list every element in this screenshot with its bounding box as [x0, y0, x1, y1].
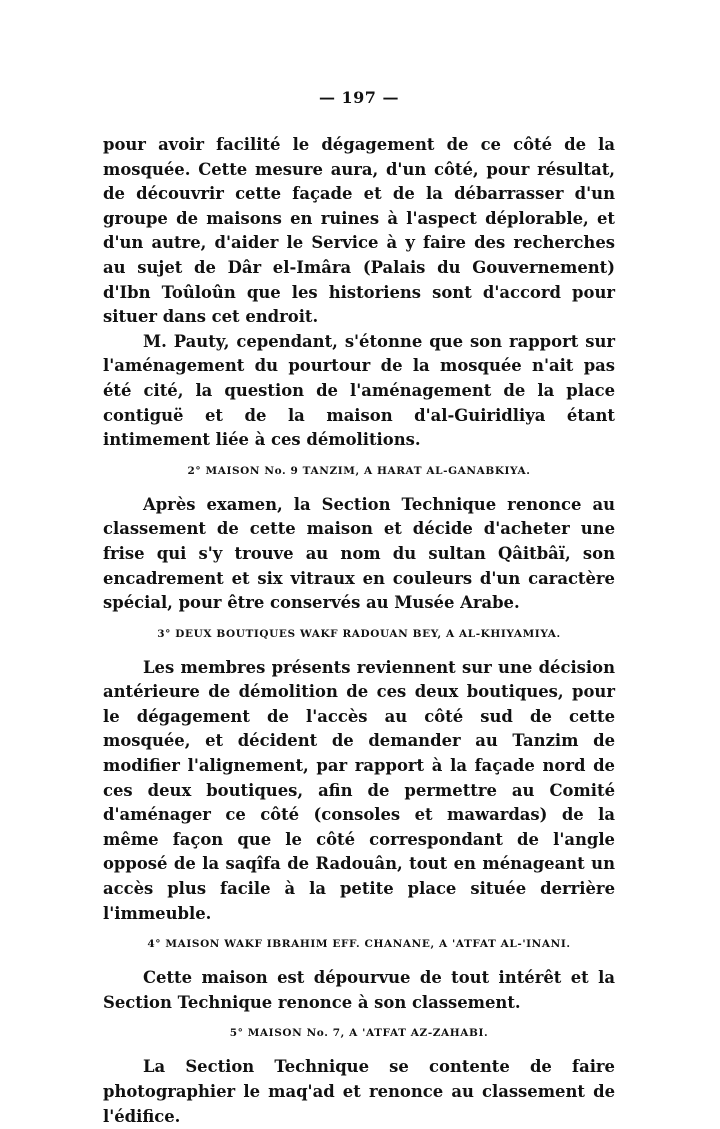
section-heading-3: 3° DEUX BOUTIQUES WAKF RADOUAN BEY, A AL-KHIYAMIYA. [157, 627, 561, 640]
paragraph-section-3: Les membres présents reviennent sur une décision antérieure de démolition de ces deux boutiques, pour le dégagement de l'accès au côté sud de cette mosquée, et décident de demander au Tanzim de modifier l'alignement, par rapport à la façade nord de ces deux boutiques, afin de permettre au Comité d'aménager ce côté (consoles et mawardas) de la même façon que le côté correspondant de l'angle opposé de la saqîfa de Radouân, tout en ménageant un accès plus facile à la petite place située derrière l'immeuble. [103, 657, 615, 923]
paragraph-continuation: pour avoir facilité le dégagement de ce côté de la mosquée. Cette mesure aura, d'un côté, pour résultat, de découvrir cette façade et de la débarrasser d'un groupe de maisons en ruines à l'aspect déplorable, et d'un autre, d'aider le Service à y faire des recherches au sujet de Dâr el-Imâra (Palais du Gouvernement) d'Ibn Toûloûn que les historiens sont d'accord pour situer dans cet endroit. [103, 135, 615, 327]
paragraph-pauty-remark: M. Pauty, cependant, s'étonne que son rapport sur l'aménagement du pourtour de la mosquée n'ait pas été cité, la question de l'aménagement de la place contiguë et de la maison d'al-Guiridliya étant intimement liée à ces démolitions. [103, 331, 615, 450]
page-number: — 197 — [318, 88, 400, 107]
paragraph-section-2: Après examen, la Section Technique renonce au classement de cette maison et décide d'acheter une frise qui s'y trouve au nom du sultan Qâitbâï, son encadrement et six vitraux en couleurs d'un caractère spécial, pour être conservés au Musée Arabe. [103, 494, 615, 613]
paragraph-section-5: La Section Technique se contente de faire photographier le maq'ad et renonce au classement de l'édifice. [103, 1057, 615, 1126]
section-heading-4: 4° MAISON WAKF IBRAHIM EFF. CHANANE, A 'ATFAT AL-'INANI. [147, 938, 571, 951]
paragraph-section-4: Cette maison est dépourvue de tout intérêt et la Section Technique renonce à son classement. [103, 968, 615, 1012]
section-heading-2: 2° MAISON No. 9 TANZIM, A HARAT AL-GANABKIYA. [187, 464, 531, 477]
section-heading-5: 5° MAISON No. 7, A 'ATFAT AZ-ZAHABI. [229, 1027, 489, 1040]
document-page [103, 88, 615, 1129]
